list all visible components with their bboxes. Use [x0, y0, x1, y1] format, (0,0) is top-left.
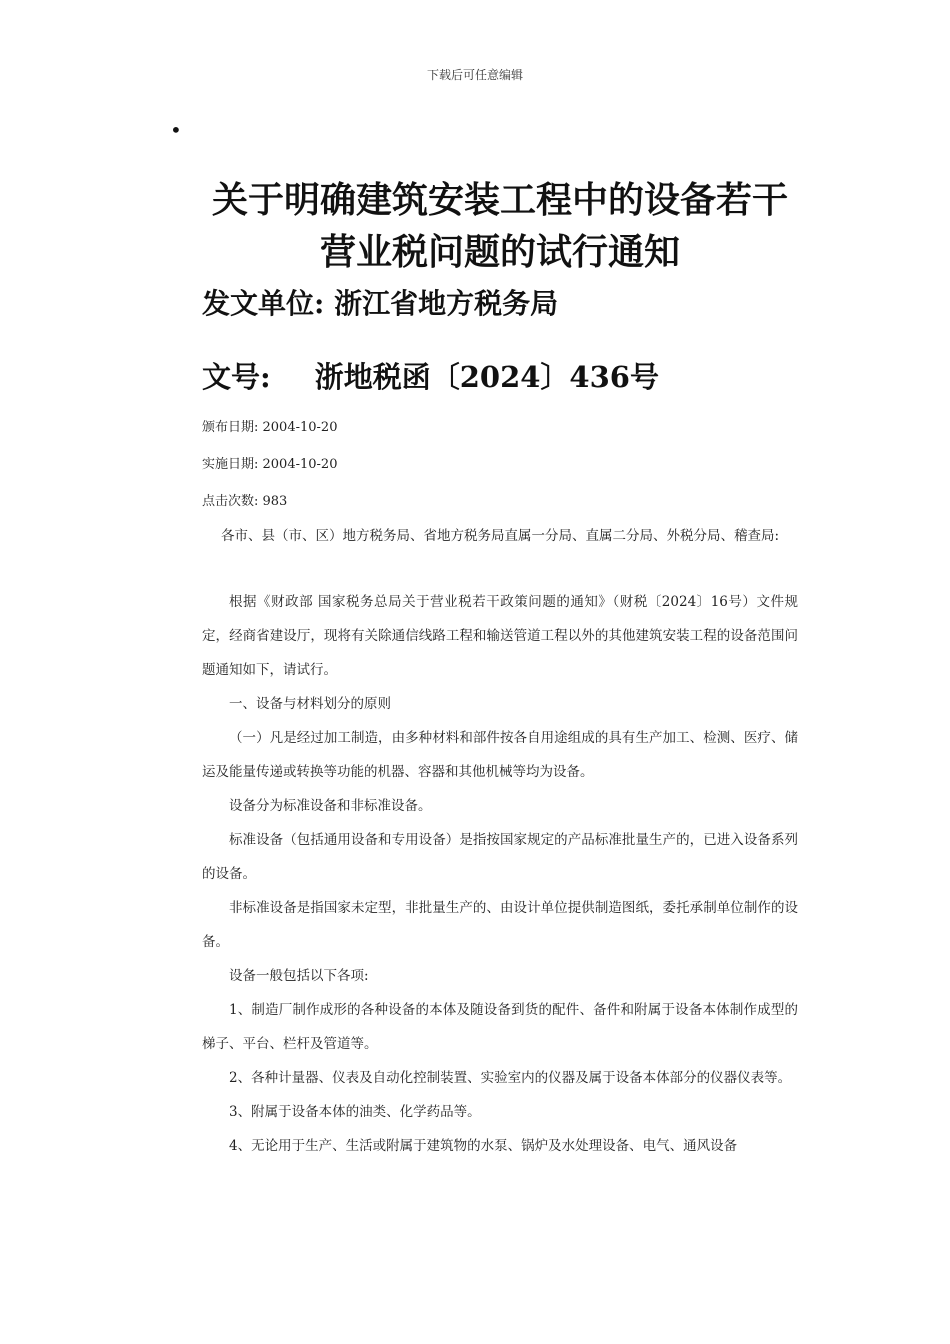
doc-number-line: [202, 355, 659, 396]
header-note: 下载后可任意编辑: [426, 68, 523, 82]
title-line-1: 关于明确建筑安装工程中的设备若干: [211, 179, 788, 221]
paragraph: 3、附属于设备本体的油类、化学药品等。: [229, 1104, 481, 1120]
doc-number-label: 文号:: [202, 360, 271, 394]
paragraph: 设备分为标准设备和非标准设备。: [229, 798, 432, 814]
publish-date: 颁布日期: 2004-10-20: [202, 420, 338, 435]
recipients: 各市、县（市、区）地方税务局、省地方税务局直属一分局、直属二分局、外税分局、稽查局:: [220, 528, 780, 544]
bullet-mark: •: [170, 118, 182, 142]
paragraph: 非标准设备是指国家未定型，非批量生产的、由设计单位提供制造图纸，委托承制单位制作的设备。: [202, 900, 798, 950]
paragraph: 根据《财政部 国家税务总局关于营业税若干政策问题的通知》（财税〔2024〕16号）文件规定，经商省建设厅，现将有关除通信线路工程和输送管道工程以外的其他建筑安装工程的设备范围问题通知如下，请试行。: [202, 594, 798, 678]
paragraph: 一、设备与材料划分的原则: [229, 696, 391, 712]
paragraph: 标准设备（包括通用设备和专用设备）是指按国家规定的产品标准批量生产的，已进入设备系列的设备。: [202, 832, 798, 882]
paragraph: 1、制造厂制作成形的各种设备的本体及随设备到货的配件、备件和附属于设备本体制作成型的梯子、平台、栏杆及管道等。: [202, 1002, 798, 1052]
title-line-2: 营业税问题的试行通知: [319, 231, 680, 273]
document-body: [202, 585, 798, 1163]
document-title: [160, 174, 840, 278]
issuer-line: 发文单位: 浙江省地方税务局: [202, 287, 559, 320]
effective-date: 实施日期: 2004-10-20: [202, 457, 338, 472]
doc-number-value: 浙地税函〔2024〕436号: [314, 360, 659, 394]
paragraph: （一）凡是经过加工制造，由多种材料和部件按各自用途组成的具有生产加工、检测、医疗、储运及能量传递或转换等功能的机器、容器和其他机械等均为设备。: [202, 730, 798, 780]
paragraph: 设备一般包括以下各项:: [229, 968, 369, 984]
paragraph: 2、各种计量器、仪表及自动化控制装置、实验室内的仪器及属于设备本体部分的仪器仪表等。: [229, 1070, 792, 1086]
paragraph: 4、无论用于生产、生活或附属于建筑物的水泵、锅炉及水处理设备、电气、通风设备: [229, 1138, 738, 1154]
click-count: 点击次数: 983: [202, 494, 288, 509]
